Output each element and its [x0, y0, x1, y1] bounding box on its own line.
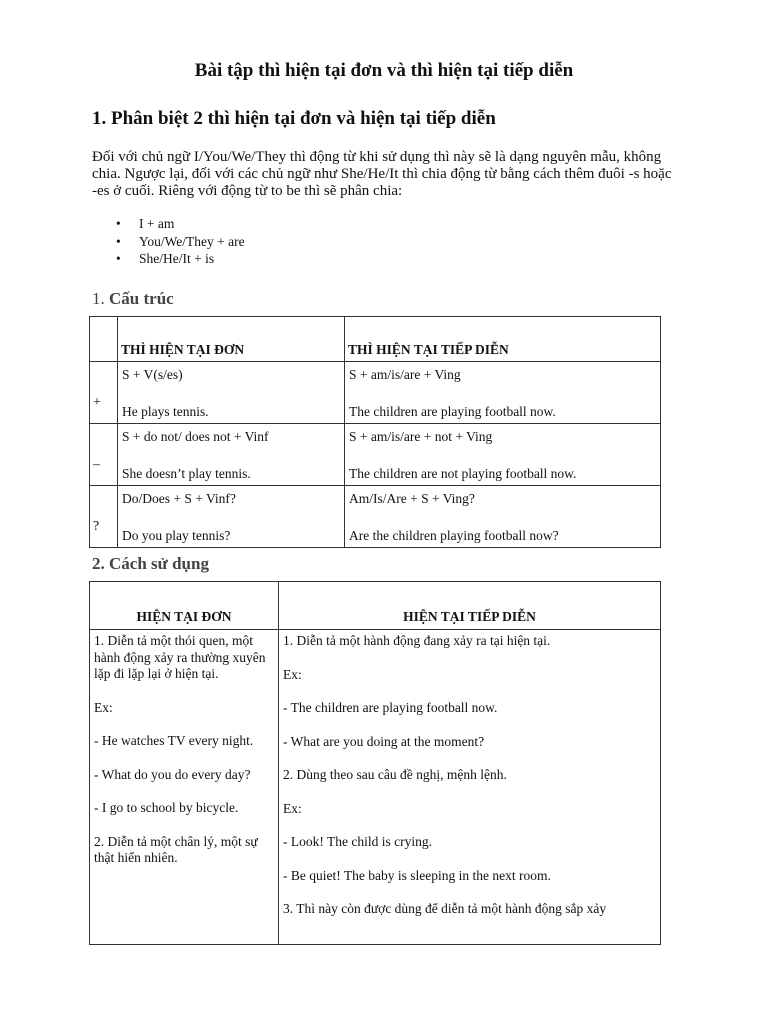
list-item: - Look! The child is crying.: [283, 834, 432, 849]
continuous-cell: S + am/is/are + not + Ving The children are not playing football now.: [345, 424, 661, 486]
symbol-cell: ?: [90, 486, 118, 548]
list-item: 3. Thì này còn được dùng để diễn tả một hành động sắp xảy: [283, 901, 607, 916]
symbol-cell: –: [90, 424, 118, 486]
list-item: • I + am: [116, 216, 175, 231]
section-heading-distinguish: 1. Phân biệt 2 thì hiện tại đơn và hiện tại tiếp diễn: [92, 108, 496, 129]
list-item: - What do you do every day?: [94, 766, 251, 782]
simple-cell: S + do not/ does not + Vinf She doesn’t play tennis.: [118, 424, 345, 486]
bullet-icon: •: [116, 216, 121, 231]
list-item: Ex:: [283, 800, 302, 816]
table-row: [90, 630, 661, 945]
list-item: • You/We/They + are: [116, 233, 245, 249]
page-title: Bài tập thì hiện tại đơn và thì hiện tại tiếp diễn: [194, 60, 574, 81]
continuous-cell: S + am/is/are + Ving The children are playing football now.: [345, 362, 661, 424]
intro-paragraph: Đối với chủ ngữ I/You/We/They thì động từ khi sử dụng thì này sẽ là dạng nguyên mẫu, không chia. Ngược lại, đối với các chủ ngữ như She/He/It thì chia động từ bằng cách thêm đuôi -s hoặc -es ở cuối. Riêng với động từ to be thì sẽ phân chia:: [92, 149, 672, 199]
to-be-bullet-list: [92, 215, 245, 268]
list-item: 1. Diễn tả một thói quen, một hành động xảy ra thường xuyên lặp đi lặp lại ở hiện tại.: [94, 633, 266, 681]
header-continuous: HIỆN TẠI TIẾP DIỄN: [279, 582, 661, 630]
symbol-header-cell: [90, 317, 118, 362]
list-item: - I go to school by bicycle.: [94, 800, 239, 815]
continuous-cell: Am/Is/Are + S + Ving? Are the children playing football now?: [345, 486, 661, 548]
header-continuous: THÌ HIỆN TẠI TIẾP DIỄN: [345, 317, 661, 362]
list-item: - Be quiet! The baby is sleeping in the next room.: [283, 867, 551, 883]
simple-cell: S + V(s/es) He plays tennis.: [118, 362, 345, 424]
list-item: - He watches TV every night.: [94, 733, 254, 748]
list-item: • She/He/It + is: [116, 251, 215, 266]
list-item: - What are you doing at the moment?: [283, 733, 485, 749]
bullet-icon: •: [116, 233, 121, 249]
structure-table: [89, 316, 661, 548]
table-row: [90, 362, 661, 424]
table-header-row: [90, 582, 661, 630]
table-row: [90, 424, 661, 486]
simple-usage-cell: [90, 630, 279, 945]
list-item: 2. Dùng theo sau câu đề nghị, mệnh lệnh.: [283, 767, 507, 782]
symbol-cell: +: [90, 362, 118, 424]
list-item: 1. Diễn tả một hành động đang xảy ra tại hiện tại.: [283, 633, 551, 648]
continuous-usage-cell: [279, 630, 661, 945]
header-simple: HIỆN TẠI ĐƠN: [90, 582, 279, 630]
section-heading-structure: 1. Cấu trúc: [92, 289, 174, 308]
simple-cell: Do/Does + S + Vinf? Do you play tennis?: [118, 486, 345, 548]
list-item: Ex:: [94, 699, 113, 715]
table-header-row: [90, 317, 661, 362]
header-simple: THÌ HIỆN TẠI ĐƠN: [118, 317, 345, 362]
list-item: Ex:: [283, 666, 302, 682]
table-row: [90, 486, 661, 548]
list-item: 2. Diễn tả một chân lý, một sự thật hiển nhiên.: [94, 833, 258, 865]
bullet-icon: •: [116, 251, 121, 266]
section-heading-usage: 2. Cách sử dụng: [92, 554, 209, 573]
list-item: - The children are playing football now.: [283, 700, 498, 715]
usage-table: [89, 581, 661, 945]
